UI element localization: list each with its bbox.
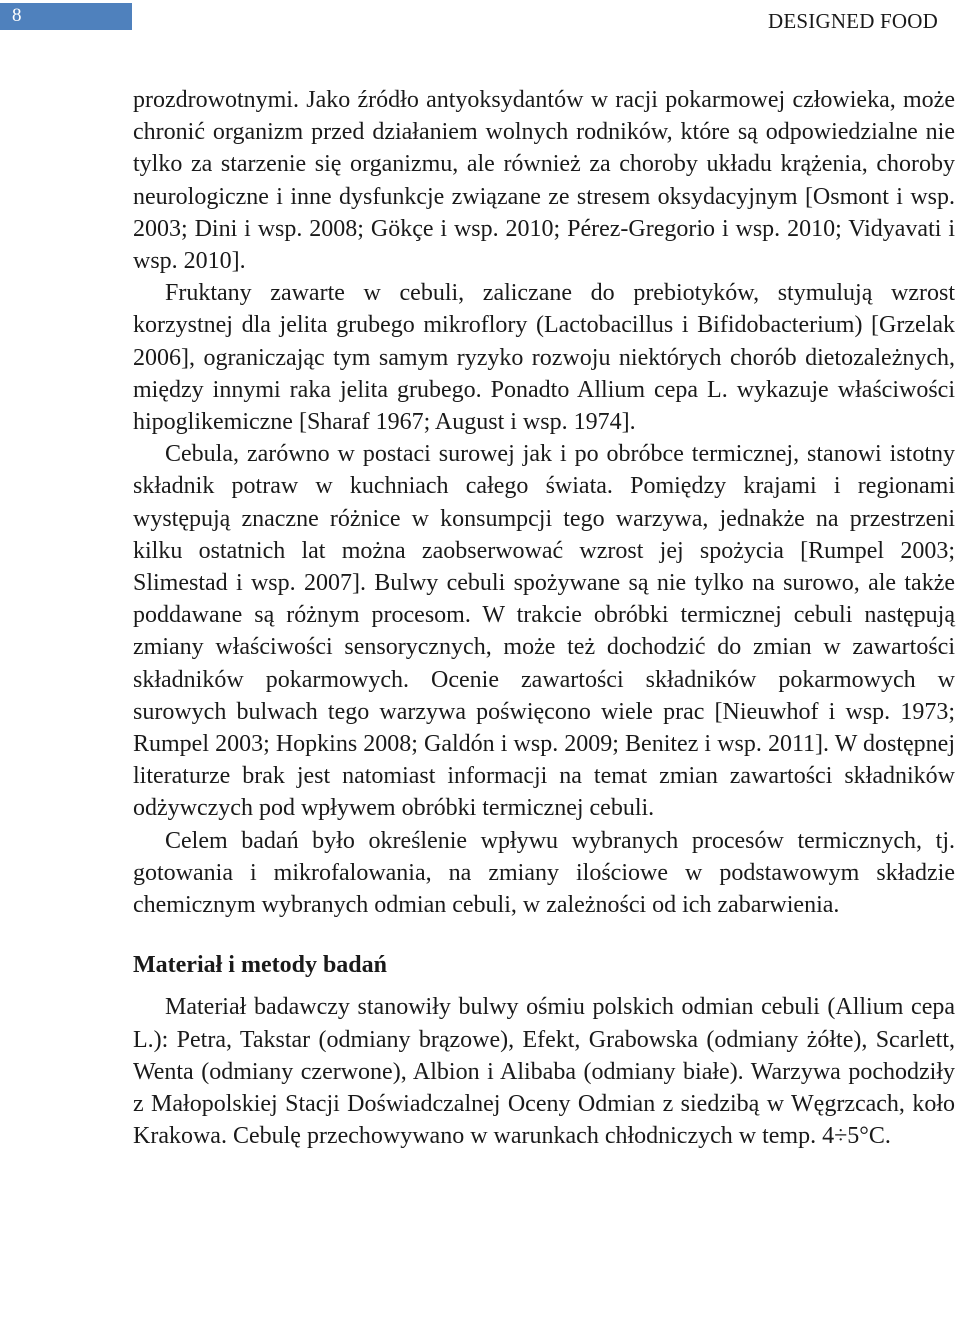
paragraph-fructans: Fruktany zawarte w cebuli, zaliczane do prebiotyków, stymulują wzrost korzystnej dla jelita grubego mikroflory (Lactobacillus i Bifidobacterium) [Grzelak 2006], ograniczając tym samym ryzyko rozwoju niektórych chorób dietozależnych, między innymi raka jelita grubego. Ponadto Allium cepa L. wykazuje właściwości hipoglikemiczne [Sharaf 1967; August i wsp. 1974].: [133, 280, 955, 436]
section-heading: Materiał i metody badań: [133, 952, 387, 979]
page-number-box: [0, 3, 132, 30]
running-header: DESIGNED FOOD: [767, 9, 938, 33]
paragraph-antioxidants: prozdrowotnymi. Jako źródło antyoksydantów w racji pokarmowej człowieka, może chronić organizm przed działaniem wolnych rodników, które są odpowiedzialne nie tylko za starzenie się organizmu, ale również za choroby układu krążenia, choroby neurologiczne i inne dysfunkcje związane ze stresem oksydacyjnym [Osmont i wsp. 2003; Dini i wsp. 2008; Gökçe i wsp. 2010; Pérez-Gregorio i wsp. 2010; Vidyavati i wsp. 2010].: [133, 87, 955, 275]
article-body: [133, 84, 955, 1153]
paragraph-materials: Materiał badawczy stanowiły bulwy ośmiu polskich odmian cebuli (Allium cepa L.): Petra, Takstar (odmiany brązowe), Efekt, Grabowska (odmiany żółte), Scarlett, Wenta (odmiany czerwone), Albion i Alibaba (odmiany białe). Warzywa pochodziły z Małopolskiej Stacji Doświadczalnej Oceny Odmian z siedzibą w Węgrzcach, koło Krakowa. Cebulę przechowywano w warunkach chłodniczych w temp. 4÷5°C.: [133, 994, 955, 1150]
paragraph-consumption: Cebula, zarówno w postaci surowej jak i po obróbce termicznej, stanowi istotny składnik potraw w kuchniach całego świata. Pomiędzy krajami i regionami występują znaczne różnice w konsumpcji tego warzywa, jednakże na przestrzeni kilku ostatnich lat można zaobserwować wzrost jej spożycia [Rumpel 2003; Slimestad i wsp. 2007]. Bulwy cebuli spożywane są nie tylko na surowo, ale także poddawane są różnym procesom. W trakcie obróbki termicznej cebuli następują zmiany właściwości sensorycznych, może też dochodzić do zmian w zawartości składników pokarmowych. Ocenie zawartości składników pokarmowych w surowych bulwach tego warzywa poświęcono wiele prac [Nieuwhof i wsp. 1973; Rumpel 2003; Hopkins 2008; Galdón i wsp. 2009; Benitez i wsp. 2011]. W dostępnej literaturze brak jest natomiast informacji na temat zmian zawartości składników odżywczych pod wpływem obróbki termicznej cebuli.: [133, 441, 955, 822]
page-number: 8: [12, 5, 22, 26]
paragraph-aim: Celem badań było określenie wpływu wybranych procesów termicznych, tj. gotowania i mikrofalowania, na zmiany ilościowe w podstawowym składzie chemicznym wybranych odmian cebuli, w zależności od ich zabarwienia.: [133, 827, 955, 919]
